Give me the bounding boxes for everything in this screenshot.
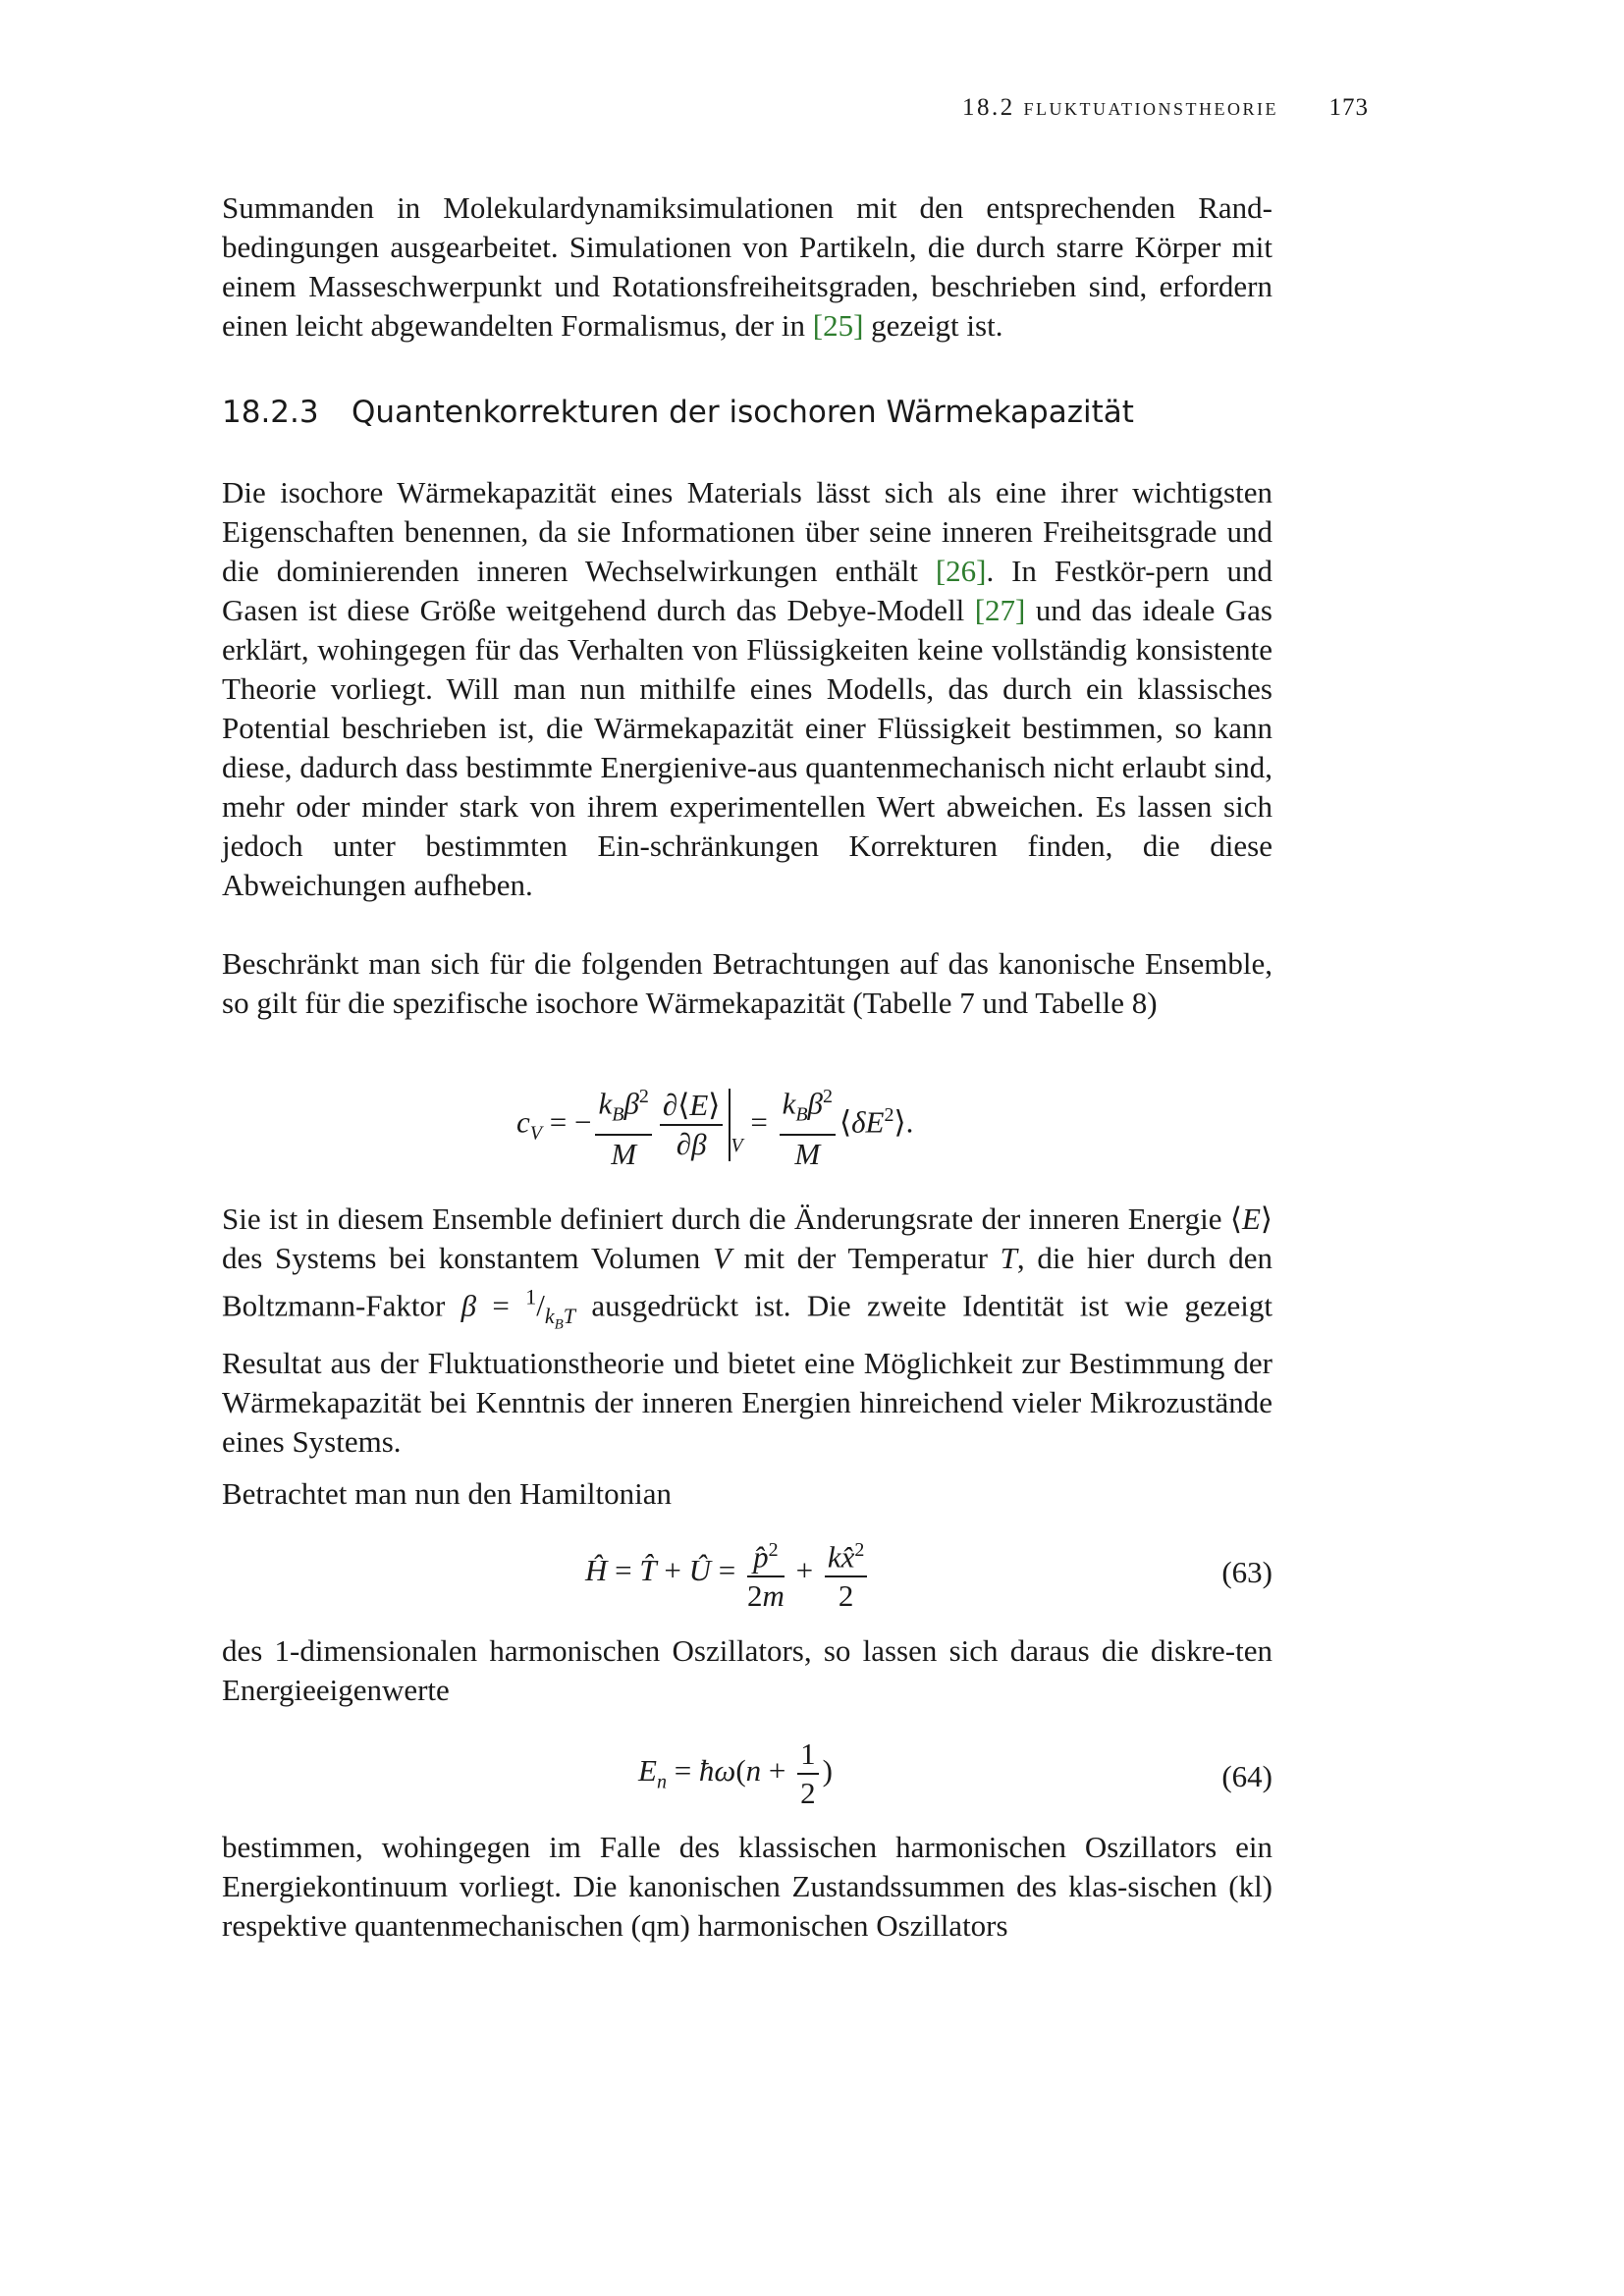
running-header-section: 18.2 fluktuationstheorie bbox=[962, 94, 1278, 121]
paragraph-2-text-a: Die isochore Wärmekapazität eines Materials lässt sich als eine ihrer wichtigsten Eigenschaften benennen, da sie Informationen über seine inneren Freiheitsgrade und die dominierenden inneren Wechselwirkungen enthält bbox=[222, 475, 1272, 588]
equation-64-number: (64) bbox=[1221, 1759, 1272, 1793]
paragraph-7-text: bestimmen, wohingegen im Falle des klassischen harmonischen Oszillators ein Energiekontinuum vorliegt. Die kanonischen Zustandssummen des klas-sischen (kl) respektive quantenmechanischen (qm) harmonischen Oszillators bbox=[222, 1830, 1272, 1943]
paragraph-2 bbox=[222, 473, 1272, 905]
paragraph-2-text-b: . In Festkör-pern und Gasen ist diese Größe weitgehend durch das Debye-Modell bbox=[222, 554, 1272, 627]
section-heading bbox=[222, 393, 1272, 432]
paragraph-6-text: des 1-dimensionalen harmonischen Oszillators, so lassen sich daraus die diskre-ten Energieeigenwerte bbox=[222, 1633, 1272, 1707]
equation-heat-capacity: $c_V$ = − $\frac{k_B\beta^2}{M}$ $\frac{\partial⟨E⟩}{\partial\beta}$ $_V$ = $\frac{k_B\beta^2}{M}$ $⟨\delta E^2⟩$. bbox=[222, 1080, 1272, 1178]
paragraph-5 bbox=[222, 1474, 1272, 1514]
equation-64: $E_n$ = ħω(n + $\frac{1}{2}$ ) (64) bbox=[638, 1736, 1272, 1810]
equation-63: Ĥ = T̂ + Û = $\frac{p̂^2}{2m}$ + $\frac{kx̂^2}{2}$ (63) bbox=[222, 1533, 1272, 1622]
citation-26[interactable]: [26] bbox=[935, 554, 987, 588]
paragraph-2-text-c: und das ideale Gas erklärt, wohingegen für das Verhalten von Flüssigkeiten keine vollständig konsistente Theorie vorliegt. Will man nun mithilfe eines Modells, das durch ein klassisches Potential beschrieben ist, die Wärmekapazität einer Flüssigkeit bestimmen, so kann diese, dadurch dass bestimmte Energienive-aus quantenmechanisch nicht erlaubt sind, mehr oder minder stark von ihrem experimentellen Wert abweichen. Es lassen sich jedoch unter bestimmten Ein-schränkungen Korrekturen finden, die diese Abweichungen aufheben. bbox=[222, 593, 1272, 902]
paragraph-3 bbox=[222, 944, 1272, 1023]
paragraph-4-text-a: Sie ist in diesem Ensemble definiert durch die Änderungsrate der inneren Energie bbox=[222, 1201, 1230, 1236]
section-number: 18.2.3 bbox=[222, 395, 319, 430]
section-title: Quantenkorrekturen der isochoren Wärmekapazität bbox=[352, 395, 1134, 430]
running-header bbox=[222, 94, 1369, 133]
paragraph-3-text: Beschränkt man sich für die folgenden Betrachtungen auf das kanonische Ensemble, so gilt für die spezifische isochore Wärmekapazität (Tabelle 7 und Tabelle 8) bbox=[222, 946, 1272, 1020]
paragraph-1-text-b: gezeigt ist. bbox=[863, 308, 1003, 343]
page-number: 173 bbox=[1328, 94, 1369, 121]
paragraph-4-text-d: , die hier durch den Boltzmann-Faktor bbox=[222, 1241, 1272, 1323]
equation-63-number: (63) bbox=[1221, 1555, 1272, 1589]
paragraph-4: Sie ist in diesem Ensemble definiert durch die Änderungsrate der inneren Energie ⟨E⟩ des Systems bei konstantem Volumen V mit der Temperatur T, die hier durch den Boltzmann-Faktor $\beta = ^1/_{k_BT}$ ausgedrückt ist. Die zweite Identität ist wie gezeigt Resultat aus der Fluktuationstheorie und bietet eine Möglichkeit zur Bestimmung der Wärmekapazität bei Kenntnis der inneren Energien hinreichend vieler Mikrozustände eines Systems. bbox=[222, 1201, 1273, 1459]
citation-25[interactable]: [25] bbox=[812, 308, 864, 343]
paragraph-4-text-b: des Systems bei konstantem Volumen bbox=[222, 1241, 713, 1275]
paragraph-1 bbox=[222, 188, 1272, 346]
paragraph-1-text-a: Summanden in Molekulardynamiksimulationen mit den entsprechenden Rand-bedingungen ausgearbeitet. Simulationen von Partikeln, die durch starre Körper mit einem Masseschwerpunkt und Rotationsfreiheitsgraden, beschrieben sind, erfordern einen leicht abgewandelten Formalismus, der in bbox=[222, 190, 1272, 343]
paragraph-6 bbox=[222, 1631, 1272, 1710]
paragraph-4-text-c: mit der Temperatur bbox=[731, 1241, 1001, 1275]
citation-27[interactable]: [27] bbox=[974, 593, 1026, 627]
paragraph-7 bbox=[222, 1828, 1272, 1946]
paragraph-5-text: Betrachtet man nun den Hamiltonian bbox=[222, 1476, 672, 1511]
paragraph-4-text-e: ausgedrückt ist. Die zweite Identität ist wie gezeigt Resultat aus der Fluktuationstheorie und bietet eine Möglichkeit zur Bestimmung der Wärmekapazität bei Kenntnis der inneren Energien hinreichend vieler Mikrozustände eines Systems. bbox=[222, 1288, 1273, 1459]
